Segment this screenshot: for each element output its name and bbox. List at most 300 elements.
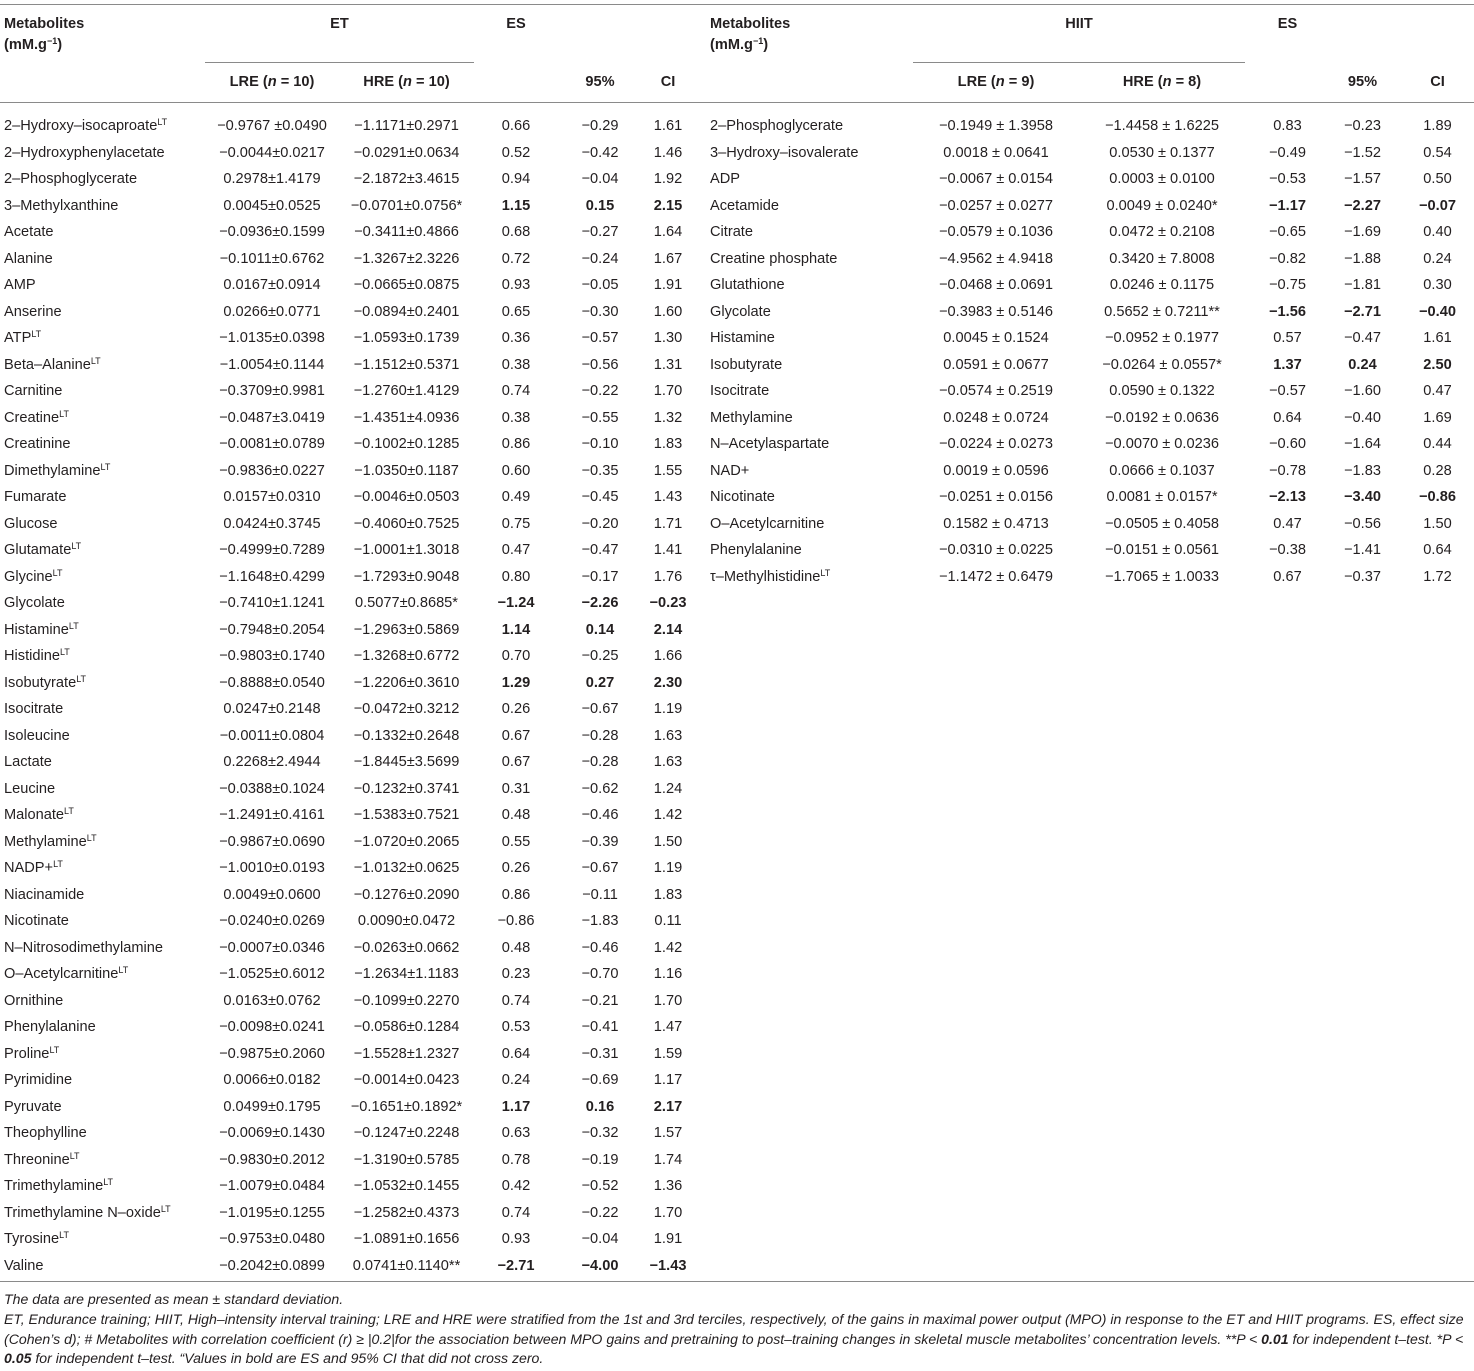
bottom-rule [0, 1281, 1474, 1282]
cell-ci-high: 1.70 [653, 383, 683, 399]
cell-es: 0.47 [501, 542, 531, 558]
cell-metabolite: Glutathione [710, 277, 785, 293]
cell-lre: −0.0388±0.1024 [219, 780, 325, 797]
cell-hre: −1.2582±0.4373 [353, 1204, 460, 1221]
header-ci-hiit: CI [1430, 74, 1445, 90]
cell-es: 0.47 [1273, 515, 1302, 532]
cell-metabolite: Proline$^{LT}$ [4, 1044, 60, 1062]
cell-es: 0.49 [501, 489, 531, 505]
cell-lre: 0.0248 ± 0.0724 [943, 409, 1049, 426]
cell-metabolite: Nicotinate [710, 489, 775, 505]
cell-metabolite: Glycine$^{LT}$ [4, 567, 63, 585]
cell-es: 0.38 [501, 356, 531, 373]
cell-ci-low: −1.81 [1344, 277, 1381, 293]
cell-hre: 0.0530 ± 0.1377 [1109, 144, 1215, 161]
cell-lre: −0.1011±0.6762 [219, 250, 325, 267]
cell-ci-high: 1.91 [653, 1231, 683, 1247]
cell-es: 0.36 [501, 330, 531, 346]
cell-metabolite: NADP+$^{LT}$ [4, 859, 63, 876]
cell-ci-low: −0.56 [1344, 515, 1381, 532]
header-es-hiit: ES [1277, 16, 1298, 32]
cell-lre: 0.1582 ± 0.4713 [943, 515, 1049, 532]
cell-lre: 0.0045±0.0525 [223, 197, 321, 214]
cell-lre: 0.0424±0.3745 [223, 515, 321, 532]
cell-es: 0.94 [501, 171, 531, 187]
cell-es: −1.56 [1269, 303, 1306, 320]
cell-ci-high: 1.17 [653, 1072, 683, 1088]
cell-ci-high: 1.70 [653, 992, 683, 1009]
cell-lre: 0.0019 ± 0.0596 [943, 462, 1049, 479]
cell-ci-low: −0.41 [581, 1019, 619, 1035]
cell-ci-high: 0.50 [1423, 171, 1452, 187]
cell-hre: −0.1247±0.2248 [353, 1125, 460, 1141]
cell-es: −0.38 [1269, 542, 1306, 558]
cell-hre: −1.0891±0.1656 [353, 1231, 460, 1247]
cell-hre: −1.3268±0.6772 [353, 648, 460, 664]
cell-ci-low: −0.10 [581, 436, 619, 452]
cell-es: −2.13 [1269, 489, 1306, 505]
cell-ci-low: −1.64 [1344, 436, 1381, 452]
cell-ci-low: −0.56 [581, 356, 619, 373]
cell-ci-high: 1.43 [653, 489, 683, 505]
cell-ci-high: 1.67 [653, 250, 683, 267]
cell-ci-low: −0.17 [581, 568, 619, 585]
cell-ci-low: −0.70 [581, 966, 619, 982]
cell-es: 0.26 [501, 701, 531, 717]
cell-hre: −0.0505 ± 0.4058 [1105, 515, 1219, 532]
cell-hre: −0.1099±0.2270 [353, 992, 460, 1009]
cell-ci-low: −2.71 [1344, 303, 1381, 320]
cell-es: 0.48 [501, 939, 531, 956]
cell-lre: −1.0054±0.1144 [219, 356, 325, 373]
cell-hre: −0.1232±0.3741 [353, 780, 460, 797]
cell-hre: 0.0049 ± 0.0240* [1106, 197, 1218, 214]
cell-metabolite: Trimethylamine N–oxide$^{LT}$ [4, 1203, 171, 1221]
cell-metabolite: Ornithine [4, 992, 64, 1009]
cell-metabolite: Tyrosine$^{LT}$ [4, 1230, 69, 1247]
cell-hre: −1.5528±1.2327 [353, 1045, 460, 1062]
cell-es: −1.17 [1269, 197, 1306, 214]
cell-ci-high: 1.66 [653, 648, 683, 664]
cell-lre: −0.0081±0.0789 [219, 436, 325, 452]
cell-ci-high: 1.71 [653, 515, 683, 532]
cell-metabolite: Creatine$^{LT}$ [4, 408, 70, 426]
cell-lre: −0.3983 ± 0.5146 [939, 303, 1053, 320]
cell-ci-high: 0.24 [1423, 250, 1452, 267]
cell-metabolite: Anserine [4, 303, 62, 320]
cell-es: 0.78 [501, 1151, 531, 1168]
cell-ci-low: −0.47 [1344, 330, 1381, 346]
cell-hre: −1.4351±4.0936 [353, 409, 460, 426]
cell-lre: −0.3709±0.9981 [219, 383, 325, 399]
cell-hre: −1.3190±0.5785 [353, 1151, 460, 1168]
cell-es: −0.57 [1269, 383, 1306, 399]
cell-es: 0.26 [501, 860, 531, 876]
cell-metabolite: 2–Phosphoglycerate [710, 118, 844, 134]
cell-es: 1.15 [501, 197, 531, 214]
cell-es: 0.75 [501, 515, 531, 532]
cell-es: −0.65 [1269, 224, 1306, 240]
cell-ci-high: 1.19 [653, 860, 683, 876]
cell-metabolite: Trimethylamine$^{LT}$ [4, 1177, 114, 1194]
cell-es: 0.52 [501, 144, 531, 161]
cell-metabolite: Creatine phosphate [710, 250, 838, 267]
cell-metabolite: Niacinamide [4, 886, 85, 903]
cell-ci-low: −0.37 [1344, 568, 1381, 585]
cell-metabolite: Dimethylamine$^{LT}$ [4, 461, 111, 479]
cell-ci-low: −0.23 [1344, 118, 1381, 134]
cell-lre: −0.0574 ± 0.2519 [939, 383, 1053, 399]
cell-metabolite: Methylamine [710, 409, 793, 426]
cell-ci-high: 1.47 [653, 1019, 683, 1035]
cell-lre: −0.0487±3.0419 [219, 409, 325, 426]
cell-ci-low: −0.20 [581, 515, 619, 532]
header-lre-hiit: LRE (n = 9) [957, 74, 1035, 90]
cell-ci-high: 1.16 [653, 966, 683, 982]
cell-hre: −1.4458 ± 1.6225 [1105, 118, 1219, 134]
cell-ci-high: 1.83 [653, 436, 683, 452]
cell-ci-low: −0.30 [581, 303, 619, 320]
header-unit-et: $(mM.g^{-1})$ [4, 36, 63, 53]
cell-ci-low: −0.69 [581, 1072, 619, 1088]
cell-metabolite: Alanine [4, 250, 53, 267]
cell-hre: −1.2963±0.5869 [353, 621, 460, 638]
cell-ci-high: 0.28 [1423, 462, 1452, 479]
cell-metabolite: Isobutyrate [710, 356, 783, 373]
cell-lre: −0.4999±0.7289 [219, 542, 325, 558]
header-hre-et: HRE (n = 10) [363, 74, 450, 90]
hiit-group-rule [913, 62, 1245, 63]
cell-metabolite: Histamine$^{LT}$ [4, 620, 79, 638]
cell-ci-low: −0.04 [581, 171, 619, 187]
cell-lre: −0.9867±0.0690 [219, 833, 325, 850]
cell-es: −0.78 [1269, 462, 1306, 479]
cell-es: 1.17 [501, 1098, 531, 1115]
cell-es: 0.57 [1273, 330, 1302, 346]
cell-hre: −0.0263±0.0662 [353, 939, 460, 956]
cell-metabolite: τ–Methylhistidine$^{LT}$ [710, 567, 831, 585]
cell-ci-high: 2.30 [653, 674, 683, 691]
cell-ci-low: −0.19 [581, 1151, 619, 1168]
cell-lre: −0.0310 ± 0.0225 [939, 542, 1053, 558]
header-hiit: HIIT [1065, 16, 1093, 32]
cell-es: 0.55 [501, 833, 531, 850]
cell-lre: −0.0011±0.0804 [219, 727, 325, 744]
cell-ci-low: −0.32 [581, 1125, 619, 1141]
cell-hre: −1.0532±0.1455 [353, 1178, 460, 1194]
cell-ci-low: −0.46 [581, 939, 619, 956]
cell-ci-low: −0.11 [582, 886, 618, 903]
cell-hre: −0.0291±0.0634 [353, 144, 460, 161]
cell-ci-low: −0.55 [581, 409, 619, 426]
cell-metabolite: Pyrimidine [4, 1072, 73, 1088]
cell-es: 0.74 [501, 383, 531, 399]
cell-hre: −0.1332±0.2648 [353, 727, 460, 744]
cell-metabolite: Carnitine [4, 383, 63, 399]
cell-lre: −0.9836±0.0227 [219, 462, 325, 479]
cell-metabolite: $ATP^{LT}$ [4, 329, 42, 346]
cell-hre: −0.4060±0.7525 [353, 515, 460, 532]
cell-lre: −0.0468 ± 0.0691 [939, 277, 1053, 293]
cell-ci-high: 1.76 [653, 568, 683, 585]
cell-ci-high: −0.40 [1419, 303, 1456, 320]
cell-ci-high: 1.24 [653, 780, 683, 797]
header-unit-hiit: $(mM.g^{-1})$ [710, 36, 769, 53]
cell-metabolite: AMP [4, 277, 36, 293]
cell-ci-high: 1.64 [653, 224, 683, 240]
cell-ci-low: −0.29 [581, 118, 619, 134]
cell-lre: 0.0045 ± 0.1524 [943, 330, 1049, 346]
cell-hre: −1.8445±3.5699 [353, 754, 460, 770]
cell-ci-high: 1.50 [1423, 515, 1452, 532]
header-rule [0, 102, 1474, 103]
cell-es: 0.68 [501, 224, 531, 240]
cell-ci-low: −0.52 [581, 1178, 619, 1194]
cell-ci-high: 0.11 [654, 913, 682, 929]
cell-ci-high: −0.86 [1419, 489, 1456, 505]
cell-ci-low: −1.41 [1344, 542, 1381, 558]
cell-ci-low: 0.15 [585, 197, 615, 214]
cell-ci-high: 1.42 [653, 939, 683, 956]
cell-metabolite: Acetamide [710, 197, 779, 214]
cell-lre: −0.0936±0.1599 [219, 224, 325, 240]
cell-metabolite: N–Acetylaspartate [710, 436, 830, 452]
cell-ci-high: 1.50 [653, 833, 683, 850]
cell-es: 0.74 [501, 1204, 531, 1221]
cell-ci-low: −1.52 [1344, 144, 1381, 161]
header-metabolites-et: Metabolites [4, 16, 85, 32]
cell-hre: −1.2206±0.3610 [353, 674, 460, 691]
cell-metabolite: Acetate [4, 224, 54, 240]
cell-es: 0.86 [501, 436, 531, 452]
cell-ci-low: 0.16 [585, 1098, 615, 1115]
cell-ci-high: 1.91 [653, 277, 683, 293]
cell-lre: −0.8888±0.0540 [219, 674, 325, 691]
cell-hre: −1.0593±0.1739 [353, 330, 460, 346]
cell-lre: −1.0525±0.6012 [219, 966, 325, 982]
cell-metabolite: N–Nitrosodimethylamine [4, 939, 163, 956]
footnote-line-1: The data are presented as mean ± standard deviation. [4, 1291, 344, 1307]
cell-es: −1.24 [497, 595, 535, 611]
header-ci95-hiit: 95% [1347, 74, 1378, 90]
cell-metabolite: 2–Hydroxyphenylacetate [4, 144, 165, 161]
cell-metabolite: NAD+ [710, 462, 750, 479]
cell-ci-high: 1.31 [653, 356, 683, 373]
cell-ci-low: −1.57 [1344, 171, 1381, 187]
cell-hre: 0.3420 ± 7.8008 [1109, 250, 1215, 267]
cell-ci-high: −0.07 [1419, 197, 1456, 214]
cell-ci-high: 0.40 [1423, 224, 1452, 240]
cell-lre: −1.0135±0.0398 [219, 330, 325, 346]
cell-ci-low: −1.60 [1344, 383, 1381, 399]
cell-es: 1.37 [1273, 356, 1302, 373]
cell-metabolite: Phenylalanine [4, 1019, 96, 1035]
cell-ci-low: −0.57 [581, 330, 619, 346]
cell-ci-high: 2.50 [1423, 356, 1452, 373]
cell-lre: −4.9562 ± 4.9418 [939, 250, 1053, 267]
cell-ci-low: −0.45 [581, 489, 619, 505]
cell-ci-low: −3.40 [1344, 489, 1381, 505]
cell-metabolite: Isocitrate [4, 701, 64, 717]
cell-ci-high: 1.63 [653, 754, 683, 770]
cell-hre: −0.0046±0.0503 [353, 489, 460, 505]
cell-es: 0.70 [501, 648, 531, 664]
cell-hre: −0.0472±0.3212 [353, 701, 460, 717]
cell-hre: −0.0665±0.0875 [353, 277, 460, 293]
cell-ci-high: 1.83 [653, 886, 683, 903]
cell-lre: −1.1472 ± 0.6479 [939, 568, 1053, 585]
cell-lre: −0.9767 ±0.0490 [217, 118, 327, 134]
cell-hre: −0.0151 ± 0.0561 [1105, 542, 1219, 558]
cell-hre: −1.1512±0.5371 [353, 356, 460, 373]
cell-hre: −1.7293±0.9048 [353, 568, 460, 585]
cell-lre: −1.2491±0.4161 [219, 807, 325, 823]
cell-ci-high: 1.72 [1423, 568, 1452, 585]
cell-ci-low: −0.27 [581, 224, 619, 240]
cell-es: 0.53 [501, 1019, 531, 1035]
cell-lre: −0.0067 ± 0.0154 [939, 171, 1053, 187]
cell-ci-low: −0.35 [581, 462, 619, 479]
cell-hre: −2.1872±3.4615 [353, 171, 460, 187]
cell-lre: −0.1949 ± 1.3958 [939, 118, 1053, 134]
cell-es: 0.80 [501, 568, 531, 585]
cell-lre: 0.0163±0.0762 [223, 992, 321, 1009]
cell-ci-high: 1.41 [653, 542, 683, 558]
cell-lre: −0.7948±0.2054 [219, 621, 325, 638]
cell-ci-low: −0.22 [581, 1204, 619, 1221]
cell-es: 0.83 [1273, 118, 1302, 134]
cell-ci-low: −0.62 [581, 780, 619, 797]
cell-lre: 0.0018 ± 0.0641 [943, 144, 1049, 161]
cell-hre: 0.0590 ± 0.1322 [1109, 383, 1215, 399]
cell-ci-low: −0.39 [581, 833, 619, 850]
cell-ci-low: −0.40 [1344, 409, 1381, 426]
cell-es: 0.31 [501, 780, 531, 797]
cell-hre: −0.1002±0.1285 [353, 436, 460, 452]
cell-ci-low: −0.24 [581, 250, 619, 267]
cell-hre: 0.0090±0.0472 [357, 913, 456, 929]
cell-lre: 0.2978±1.4179 [223, 171, 321, 187]
cell-metabolite: Histidine$^{LT}$ [4, 647, 70, 664]
cell-hre: −0.0701±0.0756* [350, 197, 463, 214]
cell-lre: −1.0195±0.1255 [219, 1204, 325, 1221]
cell-ci-high: 1.69 [1423, 409, 1452, 426]
cell-ci-low: −1.69 [1344, 224, 1381, 240]
cell-metabolite: Glucose [4, 515, 58, 532]
cell-ci-high: 1.92 [653, 171, 683, 187]
cell-ci-low: −0.42 [581, 144, 619, 161]
cell-hre: −1.7065 ± 1.0033 [1105, 568, 1219, 585]
cell-hre: −1.2760±1.4129 [353, 383, 460, 399]
cell-metabolite: 3–Methylxanthine [4, 197, 119, 214]
cell-hre: −1.5383±0.7521 [353, 807, 460, 823]
cell-metabolite: O–Acetylcarnitine [710, 515, 825, 532]
cell-es: 0.67 [1273, 568, 1302, 585]
cell-es: −0.53 [1269, 171, 1306, 187]
cell-lre: −0.9753±0.0480 [219, 1231, 325, 1247]
cell-ci-high: 1.61 [1423, 330, 1452, 346]
cell-lre: −0.9875±0.2060 [219, 1045, 325, 1062]
cell-lre: −0.7410±1.1241 [219, 595, 325, 611]
cell-hre: 0.5077±0.8685* [355, 595, 458, 611]
cell-es: −0.60 [1269, 436, 1306, 452]
cell-lre: −0.0251 ± 0.0156 [939, 489, 1053, 505]
cell-ci-high: 1.63 [653, 727, 683, 744]
cell-ci-high: 0.54 [1423, 144, 1452, 161]
cell-metabolite: Theophylline [4, 1125, 87, 1141]
cell-ci-low: 0.24 [1348, 356, 1377, 373]
cell-ci-low: −0.05 [581, 277, 619, 293]
cell-hre: 0.0472 ± 0.2108 [1109, 224, 1215, 240]
cell-es: 0.93 [501, 277, 531, 293]
cell-es: 0.93 [501, 1231, 531, 1247]
cell-es: 1.14 [501, 621, 531, 638]
cell-metabolite: Glycolate [710, 303, 771, 320]
cell-lre: −0.0069±0.1430 [219, 1125, 325, 1141]
cell-ci-low: −1.83 [581, 913, 619, 929]
cell-ci-low: −2.27 [1344, 197, 1381, 214]
cell-lre: 0.0591 ± 0.0677 [943, 356, 1049, 373]
cell-ci-high: 1.46 [653, 144, 683, 161]
cell-es: 0.42 [501, 1178, 531, 1194]
cell-hre: −0.0014±0.0423 [353, 1072, 460, 1088]
header-lre-et: LRE (n = 10) [229, 74, 315, 90]
cell-ci-low: −4.00 [581, 1257, 619, 1274]
cell-ci-low: −0.28 [581, 754, 619, 770]
cell-ci-high: −1.43 [649, 1257, 687, 1274]
cell-hre: 0.0246 ± 0.1175 [1109, 277, 1215, 293]
cell-ci-low: 0.14 [585, 621, 615, 638]
cell-lre: −0.0224 ± 0.0273 [939, 436, 1053, 452]
cell-hre: −0.0192 ± 0.0636 [1105, 409, 1219, 426]
cell-hre: 0.5652 ± 0.7211** [1104, 303, 1220, 320]
cell-hre: −0.0264 ± 0.0557* [1102, 356, 1222, 373]
cell-lre: −0.0257 ± 0.0277 [939, 197, 1053, 214]
cell-metabolite: Glycolate [4, 595, 65, 611]
cell-es: 0.72 [501, 250, 531, 267]
cell-lre: −0.2042±0.0899 [219, 1257, 325, 1274]
cell-metabolite: Creatinine [4, 436, 71, 452]
cell-lre: −0.9830±0.2012 [219, 1151, 325, 1168]
cell-ci-low: −1.83 [1344, 462, 1381, 479]
cell-ci-low: −0.04 [581, 1231, 619, 1247]
cell-metabolite: 2–Phosphoglycerate [4, 171, 138, 187]
cell-metabolite: Beta–Alanine$^{LT}$ [4, 355, 101, 373]
cell-metabolite: Malonate$^{LT}$ [4, 806, 74, 823]
cell-hre: −0.3411±0.4866 [354, 224, 459, 240]
cell-lre: 0.2268±2.4944 [223, 754, 321, 770]
cell-ci-high: 1.89 [1423, 118, 1452, 134]
cell-metabolite: Isobutyrate$^{LT}$ [4, 673, 87, 691]
cell-ci-low: −0.47 [581, 542, 619, 558]
cell-metabolite: Pyruvate [4, 1098, 62, 1115]
cell-es: −2.71 [497, 1257, 535, 1274]
cell-metabolite: Leucine [4, 780, 56, 797]
cell-metabolite: Citrate [710, 224, 753, 240]
cell-metabolite: Phenylalanine [710, 542, 802, 558]
cell-metabolite: Threonine$^{LT}$ [4, 1150, 80, 1168]
cell-es: 0.74 [501, 992, 531, 1009]
cell-lre: −0.0007±0.0346 [219, 939, 325, 956]
cell-ci-low: −1.88 [1344, 250, 1381, 267]
cell-hre: −0.0952 ± 0.1977 [1105, 330, 1219, 346]
cell-lre: −1.0010±0.0193 [219, 860, 325, 876]
cell-ci-high: 1.57 [653, 1125, 683, 1141]
cell-es: 0.64 [501, 1045, 531, 1062]
cell-ci-high: 1.19 [653, 701, 683, 717]
cell-ci-low: −2.26 [581, 595, 619, 611]
cell-es: 0.24 [501, 1072, 531, 1088]
